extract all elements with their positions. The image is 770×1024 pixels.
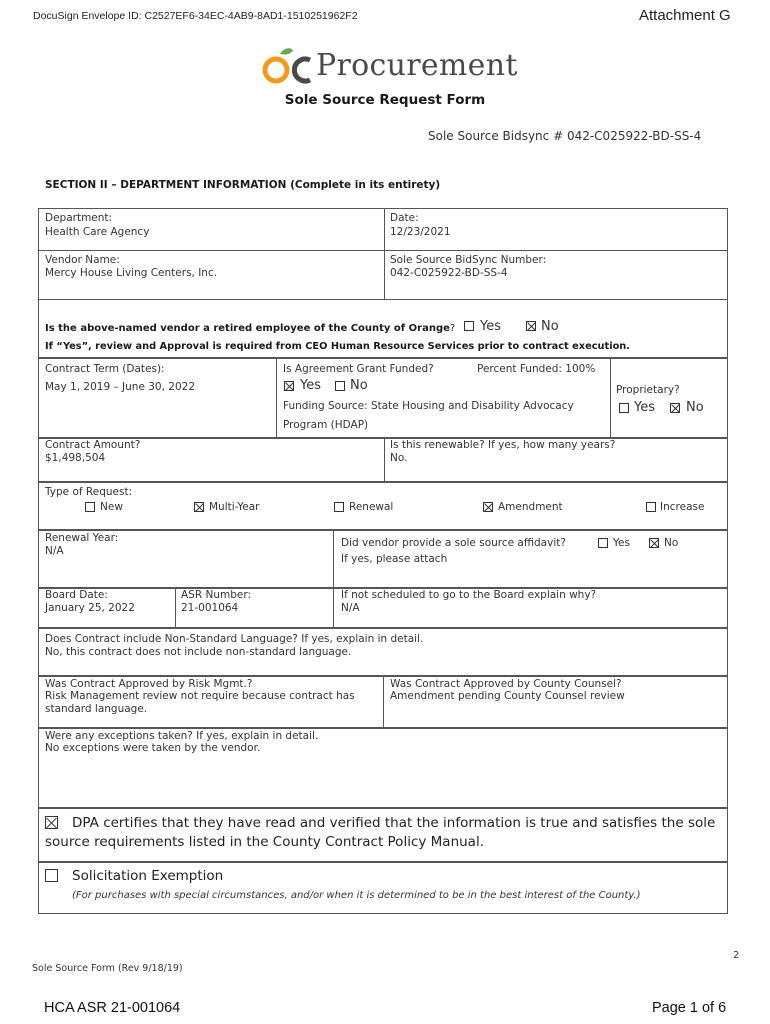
oc-procurement-logo — [262, 46, 518, 90]
affidavit-no-label: No — [664, 537, 679, 549]
renewal-year-value: N/A — [45, 545, 64, 557]
asr-value: 21-001064 — [181, 602, 239, 614]
affidavit-label: Did vendor provide a sole source affidavit? — [341, 537, 566, 549]
type-amendment-checkbox[interactable] — [483, 502, 493, 512]
percent-funded: Percent Funded: 100% — [477, 363, 596, 375]
type-multiyear-checkbox[interactable] — [194, 502, 204, 512]
type-renewal-checkbox[interactable] — [334, 502, 344, 512]
dpa-certify-line1: DPA certifies that they have read and verified that the information is true and satisfies the sole — [72, 815, 716, 831]
grant-yes-checkbox[interactable] — [284, 381, 294, 391]
type-new-checkbox[interactable] — [85, 502, 95, 512]
nonstandard-value: No, this contract does not include non-standard language. — [45, 646, 352, 658]
retired-question: Is the above-named vendor a retired employee of the County of Orange? — [45, 323, 456, 334]
risk-label: Was Contract Approved by Risk Mgmt.? — [45, 678, 253, 690]
type-amendment-label: Amendment — [498, 501, 563, 513]
hca-asr-number: HCA ASR 21-001064 — [44, 1000, 181, 1016]
affidavit-no-checkbox[interactable] — [649, 538, 659, 548]
exceptions-value: No exceptions were taken by the vendor. — [45, 742, 261, 754]
solicitation-exemption-label: Solicitation Exemption — [72, 868, 224, 884]
affidavit-note: If yes, please attach — [341, 553, 448, 565]
type-increase-label: Increase — [660, 501, 705, 513]
section-title: SECTION II – DEPARTMENT INFORMATION (Complete in its entirety) — [45, 179, 441, 191]
oc-logo-mark — [262, 46, 322, 88]
risk-value-line1: Risk Management review not require because contract has — [45, 690, 355, 702]
renewable-value: No. — [390, 452, 408, 464]
retired-no-checkbox[interactable] — [526, 321, 536, 331]
page-of-total: Page 1 of 6 — [652, 1000, 727, 1016]
attachment-label: Attachment G — [639, 7, 731, 24]
risk-value-line2: standard language. — [45, 703, 148, 715]
solicitation-exemption-note: (For purchases with special circumstances, and/or when it is determined to be in the best interest of the County.) — [72, 890, 641, 901]
grant-no-label: No — [350, 378, 368, 393]
affidavit-yes-label: Yes — [613, 537, 630, 549]
grant-label: Is Agreement Grant Funded? — [283, 363, 434, 375]
bidsync-label: Sole Source BidSync Number: — [390, 254, 547, 266]
grant-no-checkbox[interactable] — [335, 381, 345, 391]
board-date-value: January 25, 2022 — [45, 602, 135, 614]
logo-text: Procurement — [316, 48, 518, 83]
form-revision: Sole Source Form (Rev 9/18/19) — [32, 963, 183, 974]
term-label: Contract Term (Dates): — [45, 363, 165, 375]
amount-value: $1,498,504 — [45, 452, 106, 464]
type-increase-checkbox[interactable] — [646, 502, 656, 512]
retired-yes-label: Yes — [480, 319, 501, 334]
counsel-label: Was Contract Approved by County Counsel? — [390, 678, 622, 690]
retired-yes-checkbox[interactable] — [464, 321, 474, 331]
proprietary-no-checkbox[interactable] — [670, 403, 680, 413]
proprietary-yes-label: Yes — [634, 400, 655, 415]
not-scheduled-value: N/A — [341, 602, 360, 614]
dpa-certify-checkbox[interactable] — [45, 816, 58, 829]
board-date-label: Board Date: — [45, 589, 108, 601]
solicitation-exemption-checkbox[interactable] — [45, 869, 58, 882]
grant-yes-label: Yes — [300, 378, 321, 393]
affidavit-yes-checkbox[interactable] — [598, 538, 608, 548]
type-new-label: New — [100, 501, 123, 513]
retired-no-label: No — [541, 319, 559, 334]
not-scheduled-label: If not scheduled to go to the Board explain why? — [341, 589, 597, 601]
funding-source-line1: Funding Source: State Housing and Disability Advocacy — [283, 400, 574, 412]
proprietary-yes-checkbox[interactable] — [619, 403, 629, 413]
bidsync-value: 042-C025922-BD-SS-4 — [390, 267, 508, 279]
type-renewal-label: Renewal — [349, 501, 394, 513]
proprietary-label: Proprietary? — [616, 384, 680, 396]
renewal-year-label: Renewal Year: — [45, 532, 119, 544]
form-title: Sole Source Request Form — [284, 92, 486, 108]
counsel-value: Amendment pending County Counsel review — [390, 690, 625, 702]
dpa-certify-line2: source requirements listed in the County Contract Policy Manual. — [45, 834, 484, 850]
department-value: Health Care Agency — [45, 226, 150, 238]
renewable-label: Is this renewable? If yes, how many years? — [390, 439, 616, 451]
amount-label: Contract Amount? — [45, 439, 141, 451]
department-label: Department: — [45, 212, 113, 224]
vendor-label: Vendor Name: — [45, 254, 120, 266]
bidsync-number: Sole Source Bidsync # 042-C025922-BD-SS-4 — [428, 129, 702, 143]
exceptions-label: Were any exceptions taken? If yes, explain in detail. — [45, 730, 319, 742]
date-value: 12/23/2021 — [390, 226, 451, 238]
proprietary-no-label: No — [686, 400, 704, 415]
amount-block — [38, 438, 728, 482]
funding-source-line2: Program (HDAP) — [283, 419, 369, 431]
retired-note: If “Yes”, review and Approval is required from CEO Human Resource Services prior to contract execution. — [45, 341, 630, 352]
term-value: May 1, 2019 – June 30, 2022 — [45, 381, 196, 393]
page-number: 2 — [733, 950, 740, 961]
date-label: Date: — [390, 212, 419, 224]
vendor-value: Mercy House Living Centers, Inc. — [45, 267, 218, 279]
asr-label: ASR Number: — [181, 589, 252, 601]
type-multiyear-label: Multi-Year — [209, 501, 260, 513]
envelope-id: DocuSign Envelope ID: C2527EF6-34EC-4AB9-8AD1-1510251962F2 — [33, 10, 358, 22]
nonstandard-label: Does Contract include Non-Standard Language? If yes, explain in detail. — [45, 633, 424, 645]
type-label: Type of Request: — [45, 486, 133, 498]
